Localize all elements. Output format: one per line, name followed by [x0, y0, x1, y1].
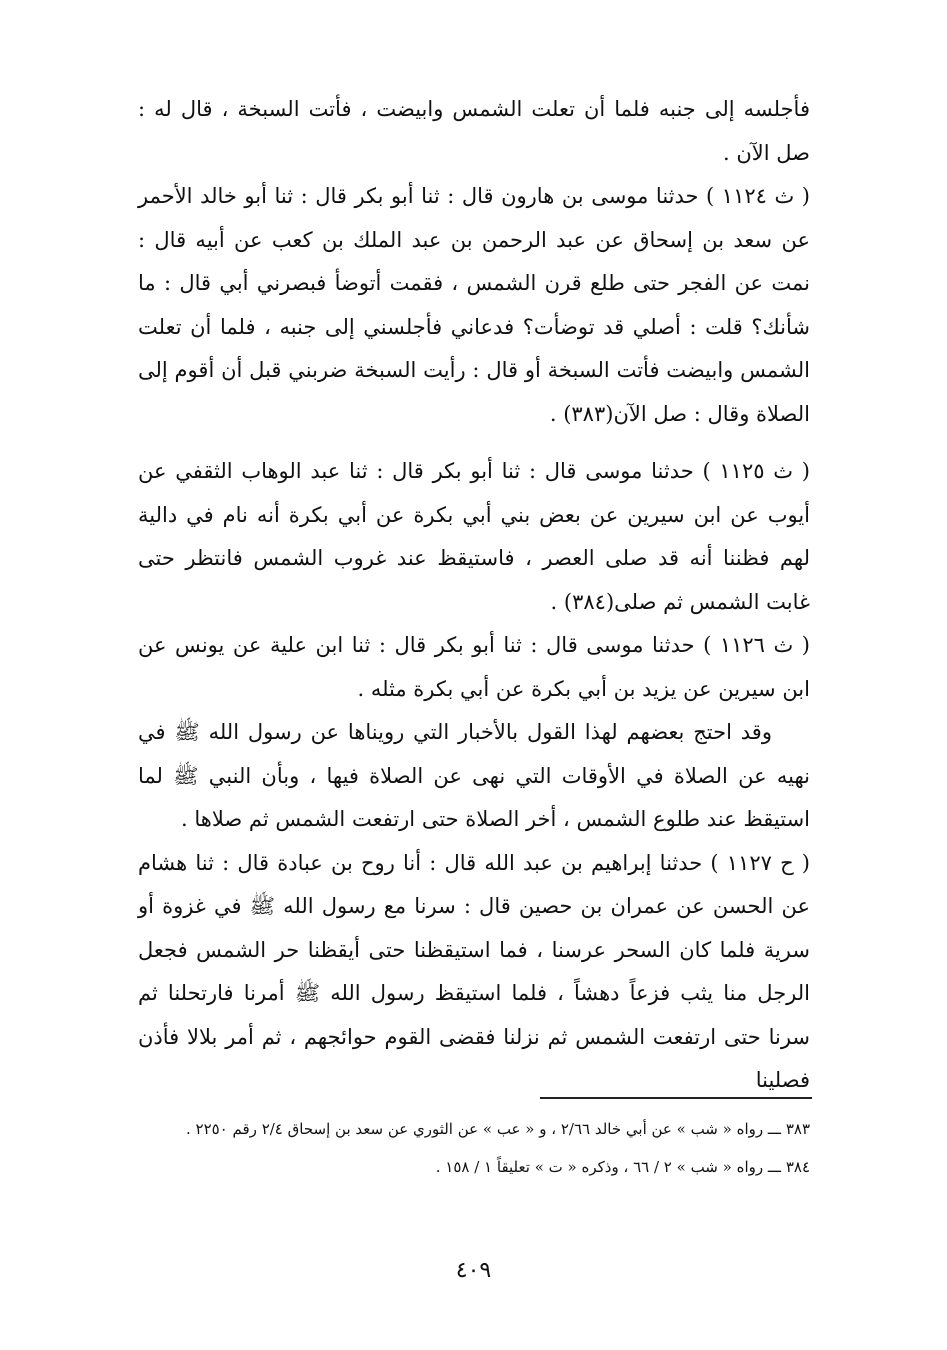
paragraph-athar-1125: ( ث ١١٢٥ ) حدثنا موسى قال : ثنا أبو بكر قال : ثنا عبد الوهاب الثقفي عن أيوب عن ابن سيرين عن بعض بني أبي بكرة عن أبي بكرة أنه نام في دالية لهم فظننا أنه قد صلى العصر ، فاستيقظ عند غروب الشمس فانتظر حتى غابت الشمس ثم صلى(٣٨٤) . — [138, 459, 810, 614]
paragraph-hadith-1127: ( ح ١١٢٧ ) حدثنا إبراهيم بن عبد الله قال : أنا روح بن عبادة قال : ثنا هشام عن الحسن عن عمران بن حصين قال : سرنا مع رسول الله ﷺ في غزوة أو سرية فلما كان السحر عرسنا ، فما استيقظنا حتى أيقظنا حر الشمس فجعل الرجل منا يثب فزعاً دهشاً ، فلما استيقظ رسول الله ﷺ أمرنا فارتحلنا ثم سرنا حتى ارتفعت الشمس ثم نزلنا فقضى القوم حوائجهم ، ثم أمر بلالا فأذن فصلينا — [138, 850, 810, 1092]
footnote-383: ٣٨٣ ـــ رواه « شب » عن أبي خالد ٢/٦٦ ، و « عب » عن الثوري عن سعد بن إسحاق ٢/٤ رقم ٢٢٥٠ . — [185, 1120, 810, 1138]
page-number: ٤٠٩ — [455, 1258, 492, 1283]
paragraph-commentary: وقد احتج بعضهم لهذا القول بالأخبار التي رويناها عن رسول الله ﷺ في نهيه عن الصلاة في الأوقات التي نهى عن الصلاة فيها ، وبأن النبي ﷺ لما استيقظ عند طلوع الشمس ، أخر الصلاة حتى ارتفعت الشمس ثم صلاها . — [138, 720, 810, 831]
footnote-384: ٣٨٤ ـــ رواه « شب » ٢ / ٦٦ ، وذكره « ت » تعليقاً ١ / ١٥٨ . — [435, 1158, 810, 1176]
footnote-divider — [540, 1097, 812, 1099]
main-text — [138, 88, 810, 1103]
paragraph-athar-1126: ( ث ١١٢٦ ) حدثنا موسى قال : ثنا أبو بكر قال : ثنا ابن علية عن يونس عن ابن سيرين عن يزيد بن أبي بكرة عن أبي بكرة مثله . — [138, 633, 810, 701]
paragraph-athar-1124: ( ث ١١٢٤ ) حدثنا موسى بن هارون قال : ثنا أبو بكر قال : ثنا أبو خالد الأحمر عن سعد بن إسحاق عن عبد الرحمن بن عبد الملك بن كعب عن أبيه قال : نمت عن الفجر حتى طلع قرن الشمس ، فقمت أتوضأ فبصرني أبي قال : ما شأنك؟ قلت : أصلي قد توضأت؟ فدعاني فأجلسني إلى جنبه ، فلما أن تعلت الشمس وابيضت فأتت السبخة أو قال : رأيت السبخة ضربني قبل أن أقوم إلى الصلاة وقال : صل الآن(٣٨٣) . — [138, 184, 810, 426]
footnotes — [138, 1114, 810, 1182]
paragraph-continuation: فأجلسه إلى جنبه فلما أن تعلت الشمس وابيضت ، فأتت السبخة ، قال له : صل الآن . — [138, 97, 810, 165]
